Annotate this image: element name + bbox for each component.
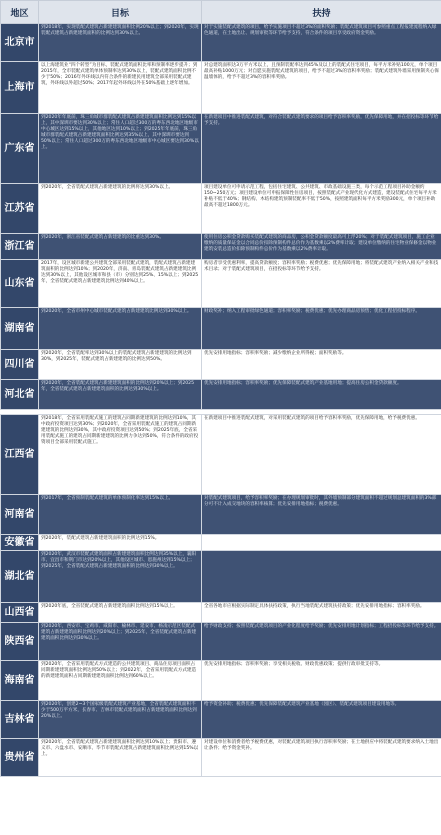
goal-cell: 到2020年，全省装配式建筑占新建建筑的比例将达到30%以上。 <box>39 184 202 234</box>
support-cell: 优先安排用地指标；容积率奖励；享受相关税收、财政优惠政策；提供行政审批支持等。 <box>202 661 441 701</box>
region-cell: 江西省 <box>1 415 39 495</box>
support-cell: 优先安排用地指标；容积率奖励；优先保障装配式建筑产业基地用地；提高住房公积金贷款额度。 <box>202 380 441 410</box>
support-cell: 使用住房公积金贷款购买装配式建筑的商品房，公积金贷款额度最高可上浮20%；对于装配式建筑项目，施工企业缴纳的质量保证金以合同总价扣除预制构件总价作为基数乘以2%费率计取；建设单位缴纳的住宅物业保修金以物业建筑安装总造价扣除预制构件总价作为基数乘以2%费率计取。 <box>202 234 441 260</box>
table-row <box>1 495 441 535</box>
region-cell: 湖北省 <box>1 551 39 603</box>
region-cell: 陕西省 <box>1 623 39 661</box>
table-body <box>1 24 441 777</box>
support-cell: 项目建设单位可申请示范工程，包括住宅建筑、公共建筑、市政基础设施三类，每个示范工程项目补助金额约150~250万元；项目建设单位可申报保障性住房项目，按照装配式产业现代化方式建造，建设装配式住宅每平方米补贴不低于40%；钢结构、木结构建筑预制装配率不低于50%，按照建筑面积每平方米奖励300元，单个项目补助最高不超过1800万元。 <box>202 184 441 234</box>
goal-cell: 2017年，设区城市新建公共建筑全部采用装配式建筑，装配式建筑占新建建筑面积的比例达到10%；到2020年，济南、青岛装配式建筑占新建建筑比例达到30%以上，其他设区城市和县（市）分别达到25%、15%以上；到2025年，全省装配式建筑占新建建筑比例达到40%以上。 <box>39 260 202 308</box>
region-cell: 湖南省 <box>1 308 39 350</box>
table-header-row <box>1 1 441 24</box>
goal-cell: 以上海建筑业“四个转型”为目标，装配式建筑面积比率和预制率逐步提升；到2015年，全市装配式建筑单体预制率达到30%以上，装配式建筑面积比例不少于50%；2016年外环线以内符合条件的新建民用建筑全部采用装配式建筑，外环线以外超过50%；2017年起外环线以外在50%基础上逐年增加。 <box>39 62 202 114</box>
region-cell: 山西省 <box>1 603 39 623</box>
goal-cell: 到2017年，全省预制装配式建筑的单体预制化率达到15%以上。 <box>39 495 202 535</box>
support-cell: 在新建项目中推进装配式建筑，对采用装配式建筑的项目给予容积率奖励，优先保障用地，给予税费优惠。 <box>202 415 441 495</box>
goal-cell: 到2020年，西安市、宝鸡市、咸阳市、榆林市、延安市、杨凌示范区装配式建筑占新建建筑面积比例达到20%以上；到2025年，全省装配式建筑占新建建筑面积比例达到30%以上。 <box>39 623 202 661</box>
region-cell: 上海市 <box>1 62 39 114</box>
region-cell: 浙江省 <box>1 234 39 260</box>
table-row <box>1 739 441 777</box>
support-cell: 对于实施装配式建筑的项目，给予实施项目不超过3%的面积奖励；装配式建筑项目可参照重点工程报建流程纳入绿色通道，在土地出让、规划审批等环节给予支持，符合条件的项目享受政府资金奖励。 <box>202 24 441 62</box>
support-cell: 对建设单位和消费者给予税费优惠，对装配式建筑项目执行容积率奖励；在土地供应中将装配式建筑要求纳入土地出让条件；给予资金奖补。 <box>202 739 441 777</box>
support-cell: 在新建项目中推进装配式建筑，对符合装配式建筑要求的项目给予容积率奖励，优先保障用地，并在招投标等环节给予支持。 <box>202 114 441 184</box>
region-cell: 贵州省 <box>1 739 39 777</box>
support-cell: 对装配式建筑项目，给予容积率奖励；在办理规划审批时，其外墙预制部分建筑面积不超过规划总建筑面积的3%部分可不计入成交地块的容积率核算；优先安排用地指标；税费优惠。 <box>202 495 441 535</box>
goal-cell: 到2020年年底前，珠三角城市群装配式建筑占新建建筑面积比例达到15%以上，其中深圳市要达到30%以上；常住人口超过300万的粤东西北地区地级市中心城区达到15%以上，其他地区达到10%以上；到2025年年底前，珠三角城市群装配式建筑占新建建筑面积比例达到35%以上，其中深圳市要达到50%以上；常住人口超过300万的粤东西北地区地级市中心城区要达到30%以上。 <box>39 114 202 184</box>
table-row <box>1 308 441 350</box>
table-row <box>1 535 441 551</box>
support-cell: 购房者享受优惠利率，提高贷款额度；容积率奖励；税费优惠；优先保障用地；将装配式建筑产业纳入相关产业和技术目录；对于装配式建筑项目，在招投标等环节给予支持。 <box>202 260 441 308</box>
region-cell: 北京市 <box>1 24 39 62</box>
header-goal: 目标 <box>39 1 202 24</box>
table-row <box>1 350 441 380</box>
region-cell: 四川省 <box>1 350 39 380</box>
support-cell: 给予财政支持；按照装配式建筑项目的产业化程度给予奖励；优先安排用地计划指标；工程招投标等环节给予支持。 <box>202 623 441 661</box>
support-cell: 全省各地市应根据实际制定具体扶持政策，执行当地装配式建筑扶持政策；优先安排用地指标；容积率奖励。 <box>202 603 441 623</box>
table-row <box>1 603 441 623</box>
region-cell: 山东省 <box>1 260 39 308</box>
support-cell: 优先安排用地指标；容积率奖励；减少缴纳企业所得税；面积奖励等。 <box>202 350 441 380</box>
header-region: 地区 <box>1 1 39 24</box>
goal-cell: 到2020年，浙江省装配式建筑占新建建筑的比重达到30%。 <box>39 234 202 260</box>
table-row <box>1 380 441 410</box>
table-row <box>1 415 441 495</box>
goal-cell: 到2020年，创建2~3个国家级装配式建筑产业基地，全省装配式建筑面积不少于500万平方米，长春市、吉林市装配式建筑面积占新建建筑面积比例达到20%以上。 <box>39 701 202 739</box>
table-row <box>1 701 441 739</box>
region-cell: 吉林省 <box>1 701 39 739</box>
table-row <box>1 551 441 603</box>
table-row <box>1 114 441 184</box>
goal-cell: 到2020年，武汉市装配式建筑面积占新建建筑面积比例达到35%以上，襄阳市、宜昌市和荆门市达到20%以上，其他设区城市、恩施州达到15%以上；到2025年，全省装配式建筑占新建建筑面积的比例达到30%以上。 <box>39 551 202 603</box>
goal-cell: 到2020年，全省装配式建筑占新建建筑面积的比例达到20%以上；到2025年，全省装配式建筑占新建建筑面积的比例达到30%以上。 <box>39 380 202 410</box>
goal-cell: 到2020年，装配式建筑占新建建筑面积的比例达到15%。 <box>39 535 202 551</box>
region-cell: 海南省 <box>1 661 39 701</box>
table-row <box>1 62 441 114</box>
region-cell: 安徽省 <box>1 535 39 551</box>
support-cell <box>202 535 441 551</box>
table-row <box>1 623 441 661</box>
table-row <box>1 234 441 260</box>
region-cell: 河南省 <box>1 495 39 535</box>
goal-cell: 到2018年，实现装配式建筑占新建建筑面积比例20%以上；到2020年，实现装配式建筑占新建建筑面积的比例达到30%以上。 <box>39 24 202 62</box>
goal-cell: 到2018年，全省采用装配式施工的建筑占同期新建建筑的比例达到10%，其中政府投资项目达到30%；到2020年，全省采用装配式施工的建筑占同期新建建筑的比例达到30%，其中政府投资项目达到50%；到2025年底，全省采用装配式施工的建筑占同期新建建筑的比例力争达到50%，符合条件的政府投资项目全部采用装配式施工。 <box>39 415 202 495</box>
region-cell: 广东省 <box>1 114 39 184</box>
table-row <box>1 184 441 234</box>
support-cell: 财政奖补；纳入工程审批绿色通道；容积率奖励；税费优惠；优先办理商品房预售；优化工程招投标程序。 <box>202 308 441 350</box>
goal-cell: 到2020年底，全省装配式建筑占新建建筑面积比例达到15%以上。 <box>39 603 202 623</box>
goal-cell: 到2020年，全省采用装配式方式建造的公共建筑项目、商品住房项目面积占同期新建建筑面积比例达到50%以上；到2022年，全省采用装配式方式建造的新建建筑面积占同期新建建筑面积比例达到60%以上。 <box>39 661 202 701</box>
header-support: 扶持 <box>202 1 441 24</box>
support-cell: 对总建筑面积达3万平方米以上，且预制装配率达到45%及以上的装配式住宅项目，每平方米补贴100元，单个项目最高补贴1000万元；对自愿实施装配式建筑的项目，给予不超过3%的容积率奖励；装配式建筑外墙采用预制夹心保温墙体的，给予不超过3%的容积率奖励。 <box>202 62 441 114</box>
goal-cell: 到2020年，全省装配率达到30%以上的装配式建筑占新建建筑的比例达到30%，到2025年，装配式建筑占新建建筑的比例达到50%。 <box>39 350 202 380</box>
table-row <box>1 661 441 701</box>
region-cell: 河北省 <box>1 380 39 410</box>
support-cell <box>202 551 441 603</box>
table-row <box>1 260 441 308</box>
table-row <box>1 24 441 62</box>
goal-cell: 到2020年，全省装配式建筑占新建建筑面积比例达到10%以上；贵阳市、遵义市、六盘水市、安顺市、毕节市装配式建筑占新建建筑面积比例达到15%以上。 <box>39 739 202 777</box>
support-cell: 给予资金补助；税费优惠；优先保障装配式建筑产业基地（园区）、装配式建筑项目建设用地等。 <box>202 701 441 739</box>
region-cell: 江苏省 <box>1 184 39 234</box>
goal-cell: 到2020年，全省市州中心城市装配式建筑占新建建筑比例达到30%以上。 <box>39 308 202 350</box>
